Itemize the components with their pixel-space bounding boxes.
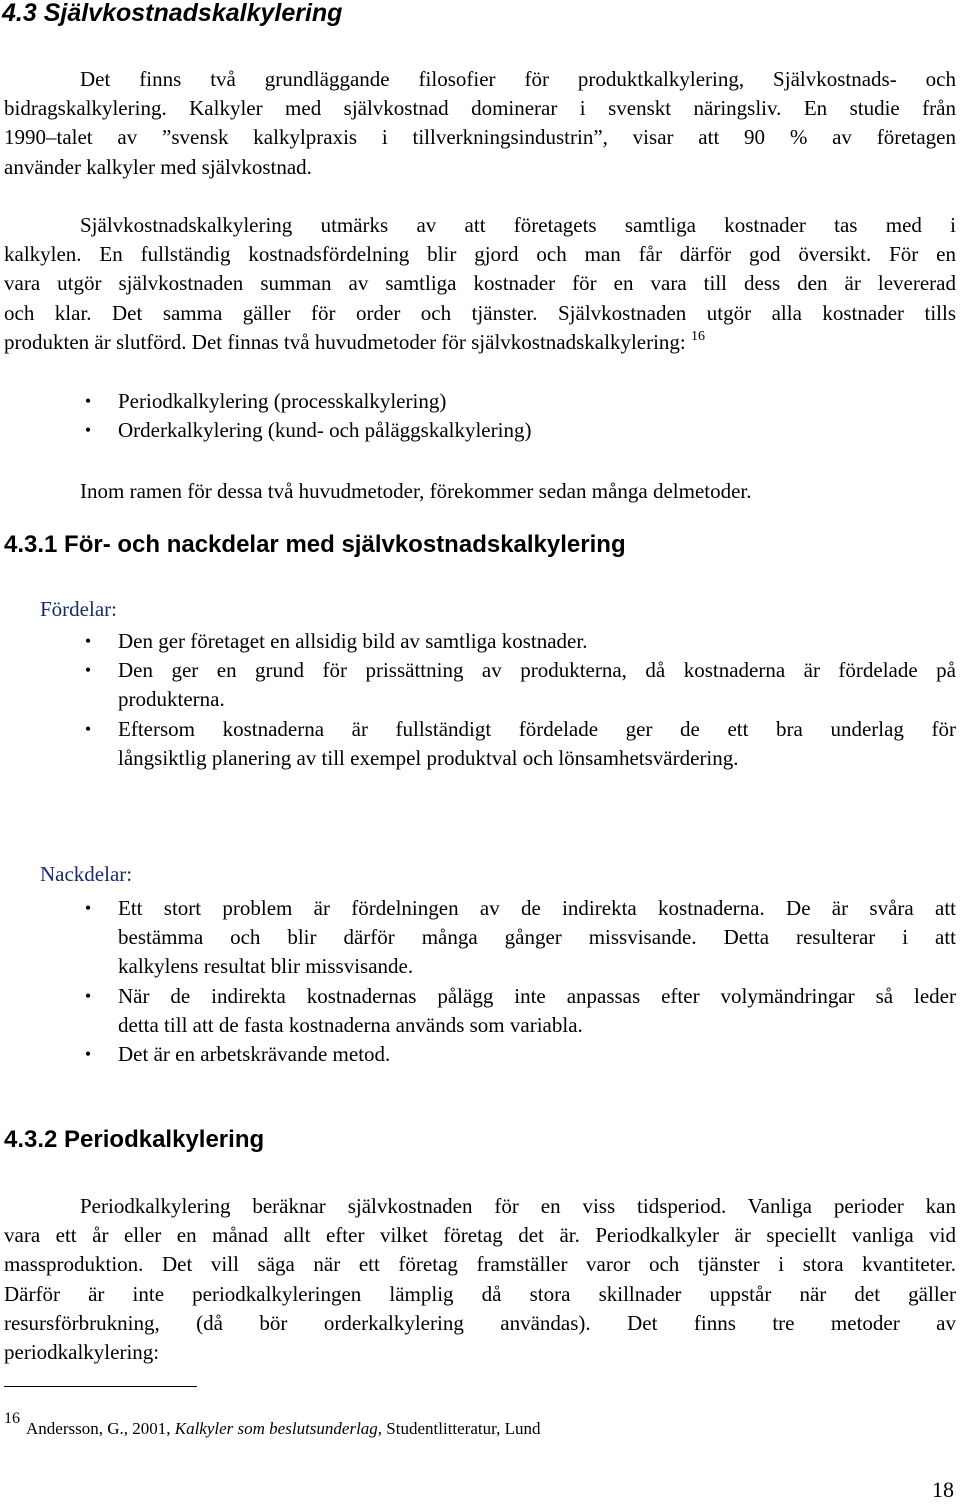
paragraph-line: resursförbrukning, (då bör orderkalkylering användas). Det finns tre metoder av <box>4 1310 956 1335</box>
bullet-icon: • <box>84 420 92 441</box>
paragraph-line: bidragskalkylering. Kalkyler med självkostnad dominerar i svenskt näringsliv. En studie från <box>4 96 956 121</box>
bullet-icon: • <box>84 985 92 1006</box>
list-item: • När de indirekta kostnadernas pålägg inte anpassas efter volymändringar så leder detta till att de fasta kostnaderna används som variabla. <box>0 982 960 1040</box>
cons-label: Nackdelar: <box>40 862 133 886</box>
paragraph-line: produkten är slutförd. Det finnas två huvudmetoder för självkostnadskalkylering: $^{16}$ <box>4 328 706 354</box>
section-heading: 4.3 Självkostnadskalkylering <box>2 0 343 27</box>
paragraph-line: Därför är inte periodkalkyleringen lämplig då stora skillnader uppstår när det gäller <box>4 1281 956 1306</box>
bullet-icon: • <box>84 631 92 651</box>
paragraph-line: vara utgör självkostnaden summan av samtliga kostnader för en vara till dess den är levererad <box>4 271 956 296</box>
definition-paragraph <box>4 211 956 357</box>
paragraph-line: och klar. Det samma gäller för order och tjänster. Självkostnaden utgör alla kostnader tills <box>4 300 956 325</box>
paragraph-line: massproduktion. Det vill säga när ett företag framställer varor och tjänster i stora kvantiteter. <box>4 1252 956 1277</box>
paragraph-line: vara ett år eller en månad allt efter vilket företag det är. Periodkalkyler är speciellt vanliga vid <box>4 1223 956 1248</box>
list-item: • Den ger en grund för prissättning av produkterna, då kostnaderna är fördelade på produkterna. <box>0 656 960 714</box>
subsection-heading-432: 4.3.2 Periodkalkylering <box>4 1126 265 1153</box>
paragraph-line: Det finns två grundläggande filosofier för produktkalkylering, Självkostnads- och <box>80 67 956 91</box>
intro-paragraph <box>4 65 956 182</box>
list-item: • Orderkalkylering (kund- och påläggskalkylering) <box>0 416 960 445</box>
footnote-title: Kalkyler som beslutsunderlag <box>174 1419 378 1438</box>
paragraph-line: Självkostnadskalkylering utmärks av att företagets samtliga kostnader tas med i <box>80 213 956 237</box>
list-item: • Det är en arbetskrävande metod. <box>0 1040 960 1069</box>
bullet-icon: • <box>84 718 92 739</box>
footnote-divider <box>4 1386 197 1387</box>
bullet-icon: • <box>84 391 92 411</box>
list-item: • Den ger företaget en allsidig bild av samtliga kostnader. <box>0 627 960 656</box>
paragraph-line: 1990–talet av ”svensk kalkylpraxis i tillverkningsindustrin”, visar att 90 % av företagen <box>4 125 956 150</box>
subsection-heading-431: 4.3.1 För- och nackdelar med självkostnadskalkylering <box>4 531 626 558</box>
list-item: • Ett stort problem är fördelningen av de indirekta kostnaderna. De är svåra att bestämma och blir därför många gånger missvisande. Detta resulterar i att kalkylens resultat blir missvisande. <box>0 894 960 982</box>
bullet-icon: • <box>84 660 92 681</box>
pros-label: Fördelar: <box>40 597 117 621</box>
bullet-icon: • <box>84 898 92 918</box>
page-number: 18 <box>932 1477 954 1502</box>
methods-list <box>0 387 960 445</box>
pros-list <box>0 627 960 773</box>
paragraph-line: kalkylen. En fullständig kostnadsfördelning blir gjord och man får därför god översikt. För en <box>4 242 956 267</box>
footnote-reference[interactable]: 16 <box>691 328 706 344</box>
paragraph-line: använder kalkyler med självkostnad. <box>4 154 312 179</box>
periodkalkylering-paragraph <box>4 1192 956 1367</box>
list-item: • Periodkalkylering (processkalkylering) <box>0 387 960 416</box>
paragraph-line: Periodkalkylering beräknar självkostnaden för en viss tidsperiod. Vanliga perioder kan <box>80 1194 956 1218</box>
methods-note: Inom ramen för dessa två huvudmetoder, förekommer sedan många delmetoder. <box>80 479 752 503</box>
cons-list <box>0 894 960 1069</box>
paragraph-line: periodkalkylering: <box>4 1340 160 1365</box>
bullet-icon: • <box>84 1044 92 1065</box>
footnote: 16Andersson, G., 2001, Kalkyler som beslutsunderlag, Studentlitteratur, Lund <box>4 1410 541 1438</box>
list-item: • Eftersom kostnaderna är fullständigt fördelade ger de ett bra underlag för långsiktlig planering av till exempel produktval och lönsamhetsvärdering. <box>0 715 960 773</box>
footnote-number: 16 <box>4 1410 20 1427</box>
